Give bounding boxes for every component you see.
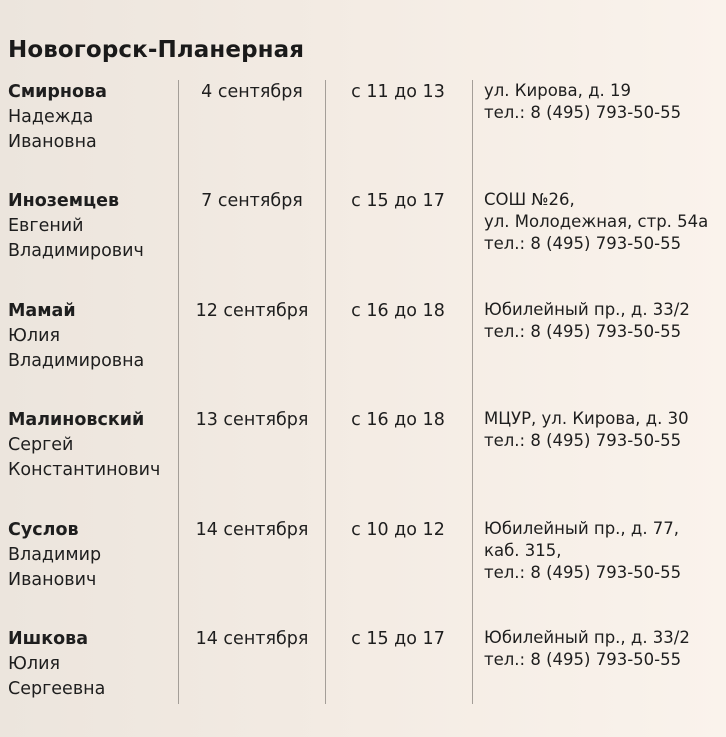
reception-time: с 16 до 18 bbox=[351, 301, 445, 321]
first-name: Владимир bbox=[8, 545, 102, 565]
phone-line: тел.: 8 (495) 793-50-55 bbox=[484, 322, 682, 341]
reception-address bbox=[484, 408, 724, 452]
deputy-name bbox=[8, 80, 176, 155]
surname: Малиновский bbox=[8, 410, 145, 430]
reception-address bbox=[484, 627, 724, 671]
patronymic: Владимировна bbox=[8, 351, 145, 371]
first-name: Надежда bbox=[8, 107, 94, 127]
phone-line: тел.: 8 (495) 793-50-55 bbox=[484, 103, 682, 122]
address-line: Юбилейный пр., д. 33/2 bbox=[484, 300, 690, 319]
page-title: Новогорск-Планерная bbox=[8, 37, 305, 63]
reception-address bbox=[484, 189, 724, 255]
surname: Мамай bbox=[8, 301, 76, 321]
first-name: Юлия bbox=[8, 654, 60, 674]
deputy-name bbox=[8, 299, 176, 374]
patronymic: Владимирович bbox=[8, 241, 144, 261]
address-line: МЦУР, ул. Кирова, д. 30 bbox=[484, 409, 689, 428]
surname: Смирнова bbox=[8, 82, 107, 102]
reception-date: 14 сентября bbox=[195, 520, 309, 540]
reception-date: 4 сентября bbox=[201, 82, 303, 102]
schedule-row bbox=[0, 627, 726, 737]
schedule-row bbox=[0, 189, 726, 299]
patronymic: Ивановна bbox=[8, 132, 97, 152]
reception-time: с 15 до 17 bbox=[351, 629, 445, 649]
address-line: каб. 315, bbox=[484, 541, 562, 560]
reception-time: с 10 до 12 bbox=[351, 520, 445, 540]
phone-line: тел.: 8 (495) 793-50-55 bbox=[484, 431, 682, 450]
schedule-row bbox=[0, 299, 726, 409]
address-line: СОШ №26, bbox=[484, 190, 575, 209]
patronymic: Иванович bbox=[8, 570, 97, 590]
surname: Иноземцев bbox=[8, 191, 120, 211]
patronymic: Сергеевна bbox=[8, 679, 106, 699]
reception-date: 7 сентября bbox=[201, 191, 303, 211]
deputy-name bbox=[8, 189, 176, 264]
first-name: Сергей bbox=[8, 435, 74, 455]
reception-date: 14 сентября bbox=[195, 629, 309, 649]
address-line: ул. Молодежная, стр. 54а bbox=[484, 212, 709, 231]
schedule-row bbox=[0, 518, 726, 628]
address-line: ул. Кирова, д. 19 bbox=[484, 81, 632, 100]
reception-date: 12 сентября bbox=[195, 301, 309, 321]
phone-line: тел.: 8 (495) 793-50-55 bbox=[484, 234, 682, 253]
address-line: Юбилейный пр., д. 77, bbox=[484, 519, 680, 538]
reception-time: с 15 до 17 bbox=[351, 191, 445, 211]
address-line: Юбилейный пр., д. 33/2 bbox=[484, 628, 690, 647]
phone-line: тел.: 8 (495) 793-50-55 bbox=[484, 563, 682, 582]
reception-time: с 16 до 18 bbox=[351, 410, 445, 430]
reception-address bbox=[484, 80, 724, 124]
reception-time: с 11 до 13 bbox=[351, 82, 445, 102]
reception-address bbox=[484, 518, 724, 584]
deputy-name bbox=[8, 518, 176, 593]
phone-line: тел.: 8 (495) 793-50-55 bbox=[484, 650, 682, 669]
reception-date: 13 сентября bbox=[195, 410, 309, 430]
first-name: Юлия bbox=[8, 326, 60, 346]
patronymic: Константинович bbox=[8, 460, 161, 480]
schedule-row bbox=[0, 408, 726, 518]
schedule-row bbox=[0, 80, 726, 190]
first-name: Евгений bbox=[8, 216, 84, 236]
surname: Ишкова bbox=[8, 629, 89, 649]
surname: Суслов bbox=[8, 520, 79, 540]
deputy-name bbox=[8, 408, 176, 483]
reception-address bbox=[484, 299, 724, 343]
deputy-name bbox=[8, 627, 176, 702]
